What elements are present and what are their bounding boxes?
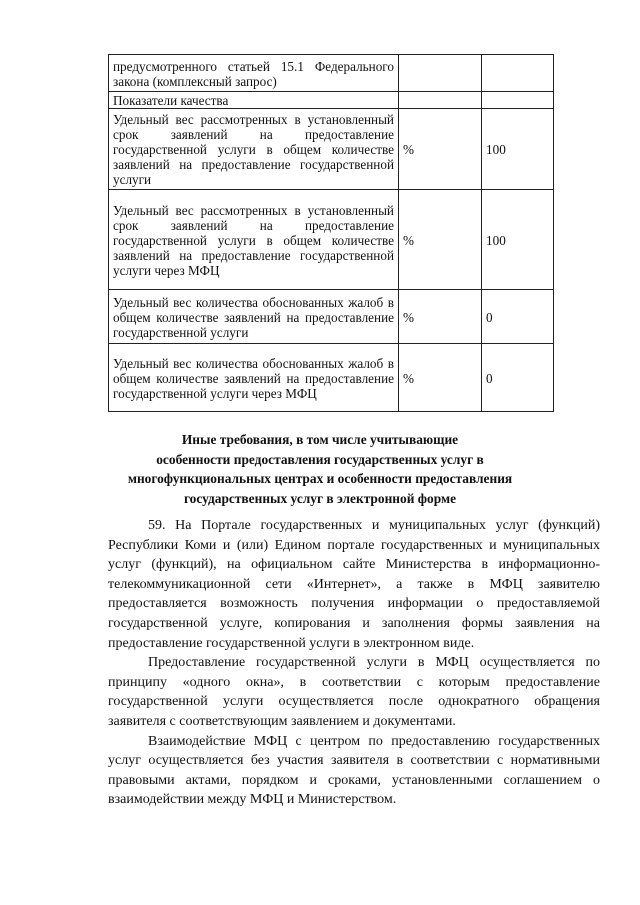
- table-cell-text: [109, 190, 399, 290]
- cell-value: 0: [486, 370, 493, 386]
- table-cell-text: [109, 109, 399, 190]
- table-row: [109, 344, 554, 412]
- requirements-table: [108, 54, 554, 412]
- cell-unit: %: [403, 142, 414, 157]
- cell-value: 0: [486, 309, 493, 325]
- table-cell-text: [109, 290, 399, 344]
- heading-line: государственных услуг в электронной форме: [183, 490, 457, 506]
- cell-text: предусмотренного статьей 15.1 Федерального закона (комплексный запрос): [113, 58, 394, 89]
- table-cell-text: [109, 55, 399, 92]
- paragraph: 59. На Портале государственных и муниципальных услуг (функций) Республики Коми и (или) Едином портале государственных и муниципальных услуг (функций), на официальном сайте Министерства в информационно-телекоммуникационной сети «Интернет», а также в МФЦ заявителю предоставляется возможность получения информации о предоставляемой государственной услуге, копирования и заполнения формы заявления на предоставление государственной услуги в электронном виде.: [108, 518, 600, 651]
- table-cell-value: [482, 344, 554, 412]
- table-cell-value: [482, 92, 554, 109]
- paragraph: Предоставление государственной услуги в МФЦ осуществляется по принципу «одного окна», в соответствии с которым предоставление государственной услуги осуществляется после однократного обращения заявителя с соответствующим заявлением и документами.: [108, 655, 600, 729]
- section-heading: [120, 430, 520, 508]
- cell-text: Удельный вес рассмотренных в установленный срок заявлений на предоставление государственной услуги в общем количестве заявлений на предоставление государственной услуги через МФЦ: [113, 202, 394, 278]
- cell-value: 100: [486, 142, 506, 157]
- table-cell-unit: [399, 290, 482, 344]
- table-cell-text: [109, 344, 399, 412]
- body-text: [108, 516, 600, 810]
- cell-value: 100: [486, 232, 506, 248]
- table-row: [109, 290, 554, 344]
- cell-unit: %: [403, 309, 414, 325]
- table-cell-unit: [399, 109, 482, 190]
- table-cell-unit: [399, 344, 482, 412]
- table-row: [109, 55, 554, 92]
- table-cell-unit: [399, 92, 482, 109]
- table-cell-value: [482, 109, 554, 190]
- heading-line: особенности предоставления государственных услуг в: [156, 451, 484, 467]
- table-cell-unit: [399, 190, 482, 290]
- section-title: Показатели качества: [113, 93, 229, 108]
- table-section-cell: [109, 92, 399, 109]
- table-row-section: [109, 92, 554, 109]
- paragraph: Взаимодействие МФЦ с центром по предоставлению государственных услуг осуществляется без участия заявителя в соответствии с нормативными правовыми актами, порядком и сроками, установленными соглашением о взаимодействии между МФЦ и Министерством.: [108, 733, 600, 808]
- heading-line: Иные требования, в том числе учитывающие: [181, 432, 459, 447]
- heading-line: многофункциональных центрах и особенности предоставления: [127, 471, 513, 486]
- table-row: [109, 190, 554, 290]
- table-cell-unit: [399, 55, 482, 92]
- cell-text: Удельный вес рассмотренных в установленный срок заявлений на предоставление государственной услуги в общем количестве заявлений на предоставление государственной услуги: [113, 112, 394, 187]
- table-cell-value: [482, 290, 554, 344]
- cell-unit: %: [403, 370, 414, 386]
- table-cell-value: [482, 55, 554, 92]
- cell-unit: %: [403, 232, 414, 248]
- cell-text: Удельный вес количества обоснованных жалоб в общем количестве заявлений на предоставление государственной услуги: [113, 294, 394, 340]
- cell-text: Удельный вес количества обоснованных жалоб в общем количестве заявлений на предоставление государственной услуги через МФЦ: [113, 355, 394, 401]
- table-row: [109, 109, 554, 190]
- table-cell-value: [482, 190, 554, 290]
